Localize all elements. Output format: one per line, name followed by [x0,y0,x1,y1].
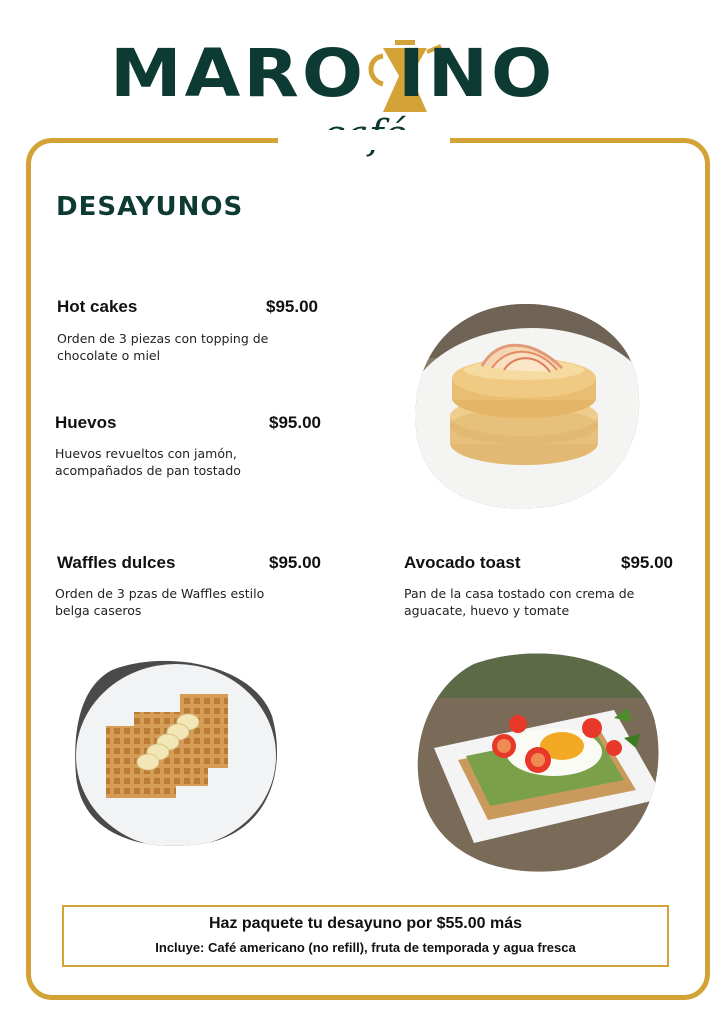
frame-gap [278,130,450,150]
item-desc-hot-cakes: Orden de 3 piezas con topping de chocolate o miel [57,331,269,363]
logo-word-left: MARO [110,34,367,112]
waffles-photo [72,656,280,850]
item-price-hot-cakes: $95.00 [266,297,318,316]
item-price-avocado-toast: $95.00 [621,553,673,572]
logo-word-right: INO [398,34,556,112]
item-name-huevos: Huevos [55,413,117,432]
bundle-offer-box [62,905,669,967]
item-price-huevos: $95.00 [269,413,321,432]
item-desc-waffles: Orden de 3 pzas de Waffles estilo belga caseros [55,586,265,618]
hot-cakes-photo [412,298,644,510]
item-desc-avocado-toast: Pan de la casa tostado con crema de aguacate, huevo y tomate [404,586,635,618]
bundle-details: Incluye: Café americano (no refill), fruta de temporada y agua fresca [155,940,576,955]
section-title: DESAYUNOS [56,192,244,222]
item-price-waffles: $95.00 [269,553,321,572]
item-name-waffles: Waffles dulces [57,553,176,572]
item-name-hot-cakes: Hot cakes [57,297,138,316]
item-name-avocado-toast: Avocado toast [404,553,521,572]
avocado-toast-photo [414,648,662,876]
bundle-title: Haz paquete tu desayuno por $55.00 más [209,915,522,932]
item-desc-huevos: Huevos revueltos con jamón, acompañados de pan tostado [55,446,241,478]
